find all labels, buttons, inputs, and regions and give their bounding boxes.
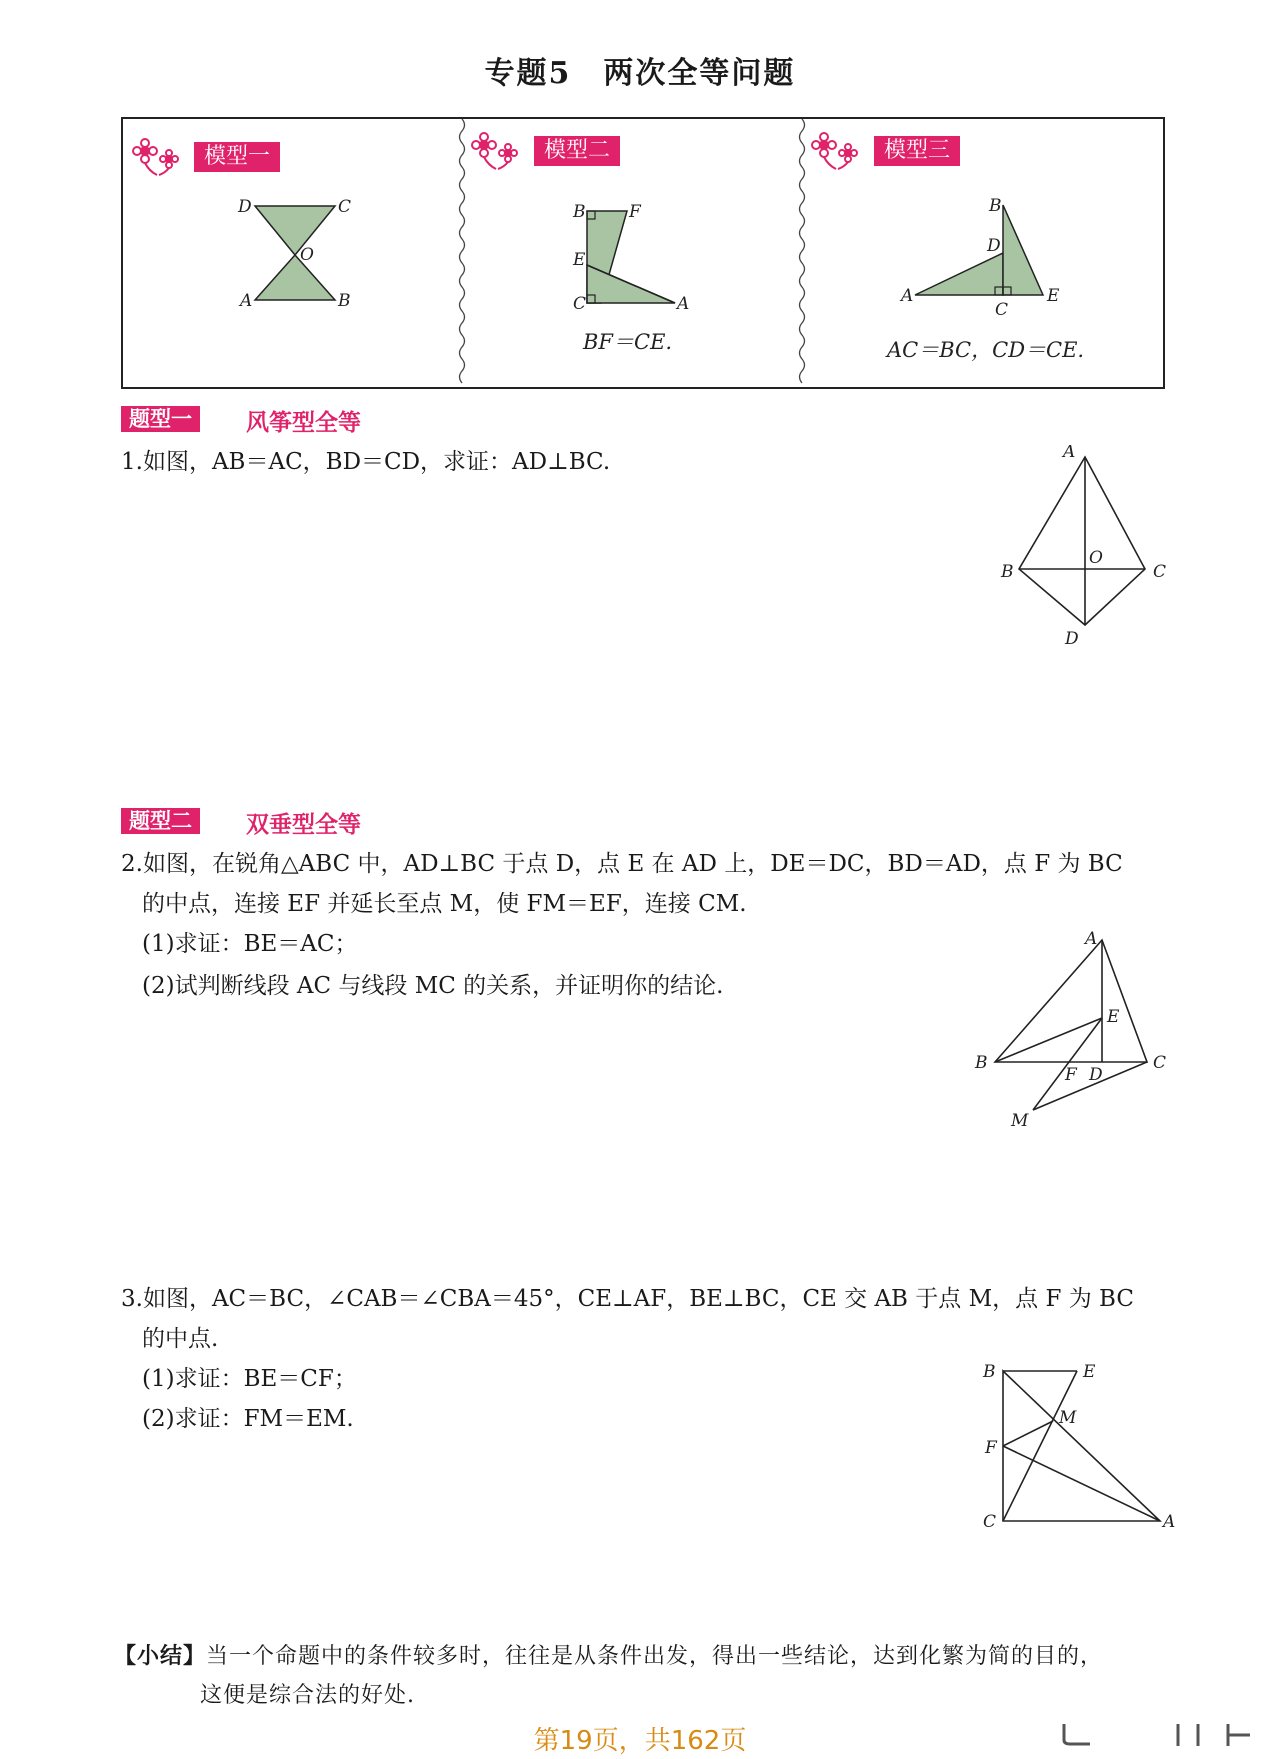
question-3-figure [975,1355,1175,1540]
label-D: D [238,197,252,217]
label-A: A [901,286,914,306]
question-1-figure [995,445,1175,650]
summary-label: 【小结】 [114,1643,207,1669]
label-F: F [629,202,641,222]
next-page-icon[interactable] [1168,1722,1258,1748]
summary-text: 当一个命题中的条件较多时，往往是从条件出发，得出一些结论，达到化繁为简的目的， [206,1644,1104,1669]
label-C: C [1153,562,1167,582]
label-E: E [1107,1007,1120,1027]
label-C: C [983,1512,997,1532]
model-tag-2: 模型二 [534,136,620,166]
label-D: D [1065,629,1079,649]
label-C: C [573,294,587,314]
section-title-1: 风筝型全等 [246,410,361,436]
label-B: B [1001,562,1014,582]
question-3-line2: 的中点. [142,1326,219,1352]
question-1-text: 1.如图，AB＝AC，BD＝CD，求证：AD⊥BC. [121,449,611,475]
label-A: A [1163,1512,1175,1532]
model-2-caption: BF＝CE. [583,330,673,354]
label-B: B [983,1362,996,1382]
question-2-part2: (2)试判断线段 AC 与线段 MC 的关系，并证明你的结论. [142,973,724,999]
model-2-figure [565,195,705,320]
label-B: B [989,196,1002,216]
label-O: O [300,245,314,265]
flower-icon [470,131,526,171]
section-tag-1: 题型一 [121,406,200,432]
flower-icon [810,131,866,171]
question-3-part1: (1)求证：BE＝CF； [142,1366,357,1392]
summary-line2: 这便是综合法的好处. [200,1683,415,1708]
section-tag-2: 题型二 [121,808,200,834]
label-A: A [677,294,690,314]
question-2-part1: (1)求证：BE＝AC； [142,931,358,957]
question-3-part2: (2)求证：FM＝EM. [142,1406,354,1432]
page-indicator: 第19页，共162页 [533,1726,747,1756]
label-E: E [1083,1362,1096,1382]
label-B: B [573,202,586,222]
flower-icon [131,137,187,177]
prev-page-icon[interactable] [1058,1722,1098,1748]
label-F: F [985,1438,997,1458]
label-C: C [1153,1053,1167,1073]
question-3-line1: 3.如图，AC＝BC，∠CAB＝∠CBA＝45°，CE⊥AF，BE⊥BC，CE 交 AB 于点 M，点 F 为 BC [121,1286,1134,1312]
wavy-divider [456,119,468,387]
label-A: A [240,291,253,310]
model-3-caption: AC＝BC，CD＝CE. [887,338,1085,362]
model-tag-3: 模型三 [874,136,960,166]
label-E: E [1047,286,1060,306]
wavy-divider [796,119,808,387]
question-2-figure [965,930,1180,1130]
label-F: F [1065,1065,1077,1085]
model-3-figure [895,195,1075,320]
summary-line1 [114,1640,1103,1673]
label-O: O [1089,548,1103,568]
label-D: D [1089,1065,1103,1085]
label-M: M [1011,1111,1029,1130]
label-A: A [1063,445,1076,462]
label-B: B [338,291,351,310]
question-2-line1: 2.如图，在锐角△ABC 中，AD⊥BC 于点 D，点 E 在 AD 上，DE＝DC，BD＝AD，点 F 为 BC [121,851,1123,877]
label-A: A [1085,930,1098,949]
label-M: M [1059,1408,1077,1428]
model-1-figure [230,190,370,310]
page-title: 专题5 两次全等问题 [484,56,796,91]
label-D: D [987,236,1001,256]
section-title-2: 双垂型全等 [246,812,361,838]
label-C: C [338,197,352,217]
label-B: B [975,1053,988,1073]
label-E: E [573,250,586,270]
model-tag-1: 模型一 [194,142,280,172]
label-C: C [995,300,1009,320]
question-2-line2: 的中点，连接 EF 并延长至点 M，使 FM＝EF，连接 CM. [142,891,747,917]
